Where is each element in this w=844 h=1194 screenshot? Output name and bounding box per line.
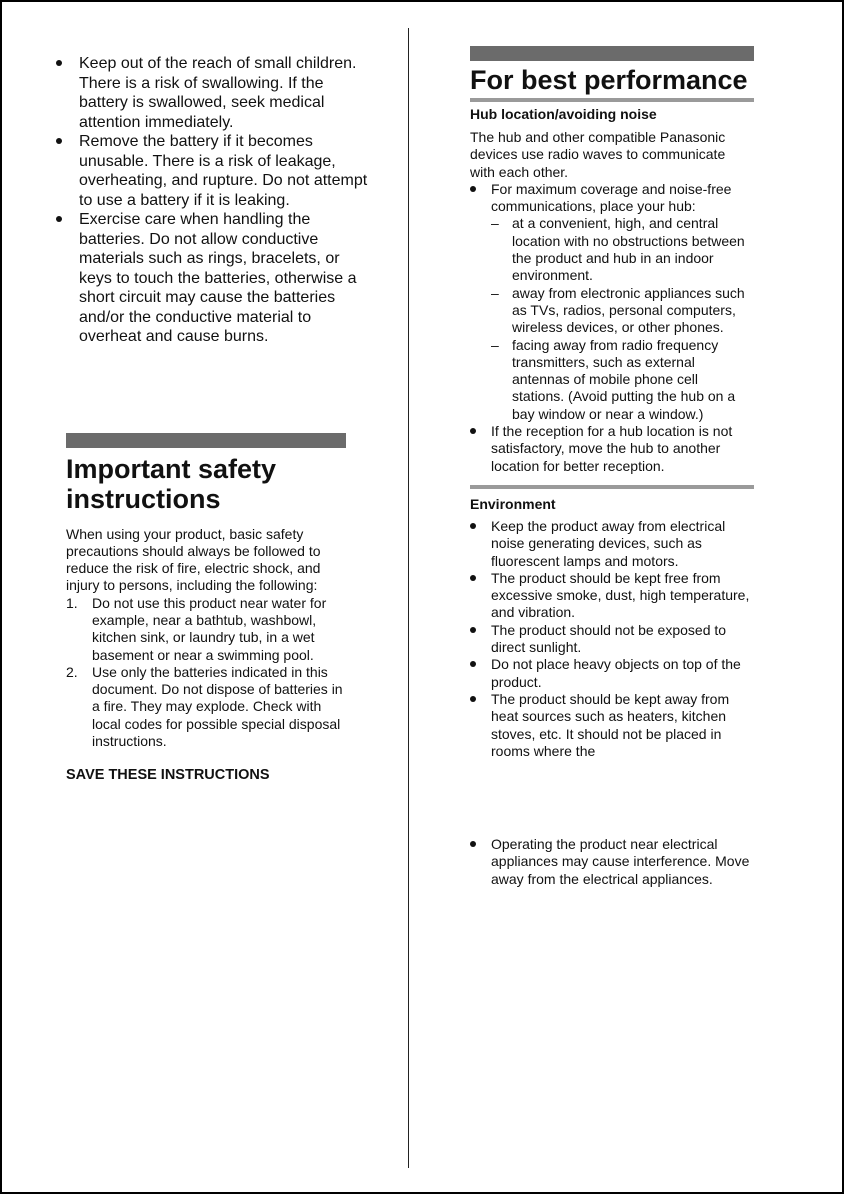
hub-intro: The hub and other compatible Panasonic devices use radio waves to communicate with each other.: [470, 129, 726, 180]
save-instructions: SAVE THESE INSTRUCTIONS: [66, 767, 270, 784]
environment-list: [470, 518, 754, 760]
hub-heading: Hub location/avoiding noise: [470, 106, 657, 122]
safety-item: [66, 664, 346, 750]
section-bar: [470, 46, 754, 61]
hub-bullets: [470, 181, 754, 475]
environment-item: Keep the product away from electrical noise generating devices, such as fluorescent lamps and motors.: [470, 518, 754, 570]
safety-numbered-list: [66, 595, 346, 751]
hub-bullet-item: [470, 181, 754, 423]
safety-title: Important safety instructions: [66, 453, 277, 514]
placement-text: facing away from radio frequency transmitters, such as external antennas of mobile phone cell stations. (Avoid putting the hub on a bay window or near a window.): [512, 336, 736, 422]
left-column: [56, 54, 374, 784]
placement-item: [491, 215, 754, 284]
environment-item: The product should not be exposed to direct sunlight.: [470, 622, 754, 657]
environment-item: The product should be kept away from heat sources such as heaters, kitchen stoves, etc. It should not be placed in rooms where the: [470, 691, 754, 760]
interference-item: Operating the product near electrical appliances may cause interference. Move away from the electrical appliances.: [470, 836, 754, 888]
battery-warning-item: Remove the battery if it becomes unusable. There is a risk of leakage, overheating, and rupture. Do not attempt to use a battery if it is leaking.: [56, 132, 374, 210]
column-divider: [408, 28, 409, 1168]
hub-bullet-item: If the reception for a hub location is not satisfactory, move the hub to another location for better reception.: [470, 423, 754, 475]
environment-heading: Environment: [470, 495, 556, 512]
section-bar: [66, 433, 346, 448]
title-rule: [470, 98, 754, 102]
environment-item: Do not place heavy objects on top of the product.: [470, 656, 754, 691]
placement-item: [491, 285, 754, 337]
placement-item: [491, 337, 754, 423]
interference-list: [470, 836, 754, 888]
battery-warning-item: Exercise care when handling the batteries. Do not allow conductive materials such as rings, bracelets, or keys to touch the batteries, otherwise a short circuit may cause the batteries and/or the conductive material to overheat and cause burns.: [56, 210, 374, 347]
placement-text: away from electronic appliances such as TVs, radios, personal computers, wireless devices, or other phones.: [512, 284, 745, 336]
hub-bullet-text: For maximum coverage and noise-free communications, place your hub:: [491, 180, 732, 215]
environment-rule: [470, 485, 754, 489]
item-text: Do not use this product near water for example, near a bathtub, washbowl, kitchen sink, or laundry tub, in a wet basement or near a swimming pool.: [92, 594, 327, 663]
environment-item: The product should be kept free from excessive smoke, dust, high temperature, and vibration.: [470, 570, 754, 622]
safety-intro: When using your product, basic safety precautions should always be followed to reduce the risk of fire, electric shock, and injury to persons, including the following:: [66, 525, 321, 594]
item-number: 2.: [66, 663, 78, 680]
placement-text: at a convenient, high, and central location with no obstructions between the product and hub in an indoor environment.: [512, 215, 745, 284]
item-number: 1.: [66, 594, 78, 611]
item-text: Use only the batteries indicated in this document. Do not dispose of batteries in a fire. They may explode. Check with local codes for possible special disposal instructions.: [92, 663, 343, 750]
dash-marker: –: [491, 215, 499, 232]
safety-item: [66, 595, 346, 664]
right-column: [470, 46, 754, 888]
safety-section: [66, 433, 346, 785]
dash-marker: –: [491, 284, 499, 301]
performance-title: For best performance: [470, 65, 748, 95]
battery-warnings-list: [56, 54, 374, 347]
hub-placement-list: [491, 215, 754, 423]
dash-marker: –: [491, 336, 499, 353]
battery-warning-item: Keep out of the reach of small children. There is a risk of swallowing. If the battery is swallowed, seek medical attention immediately.: [56, 54, 374, 132]
